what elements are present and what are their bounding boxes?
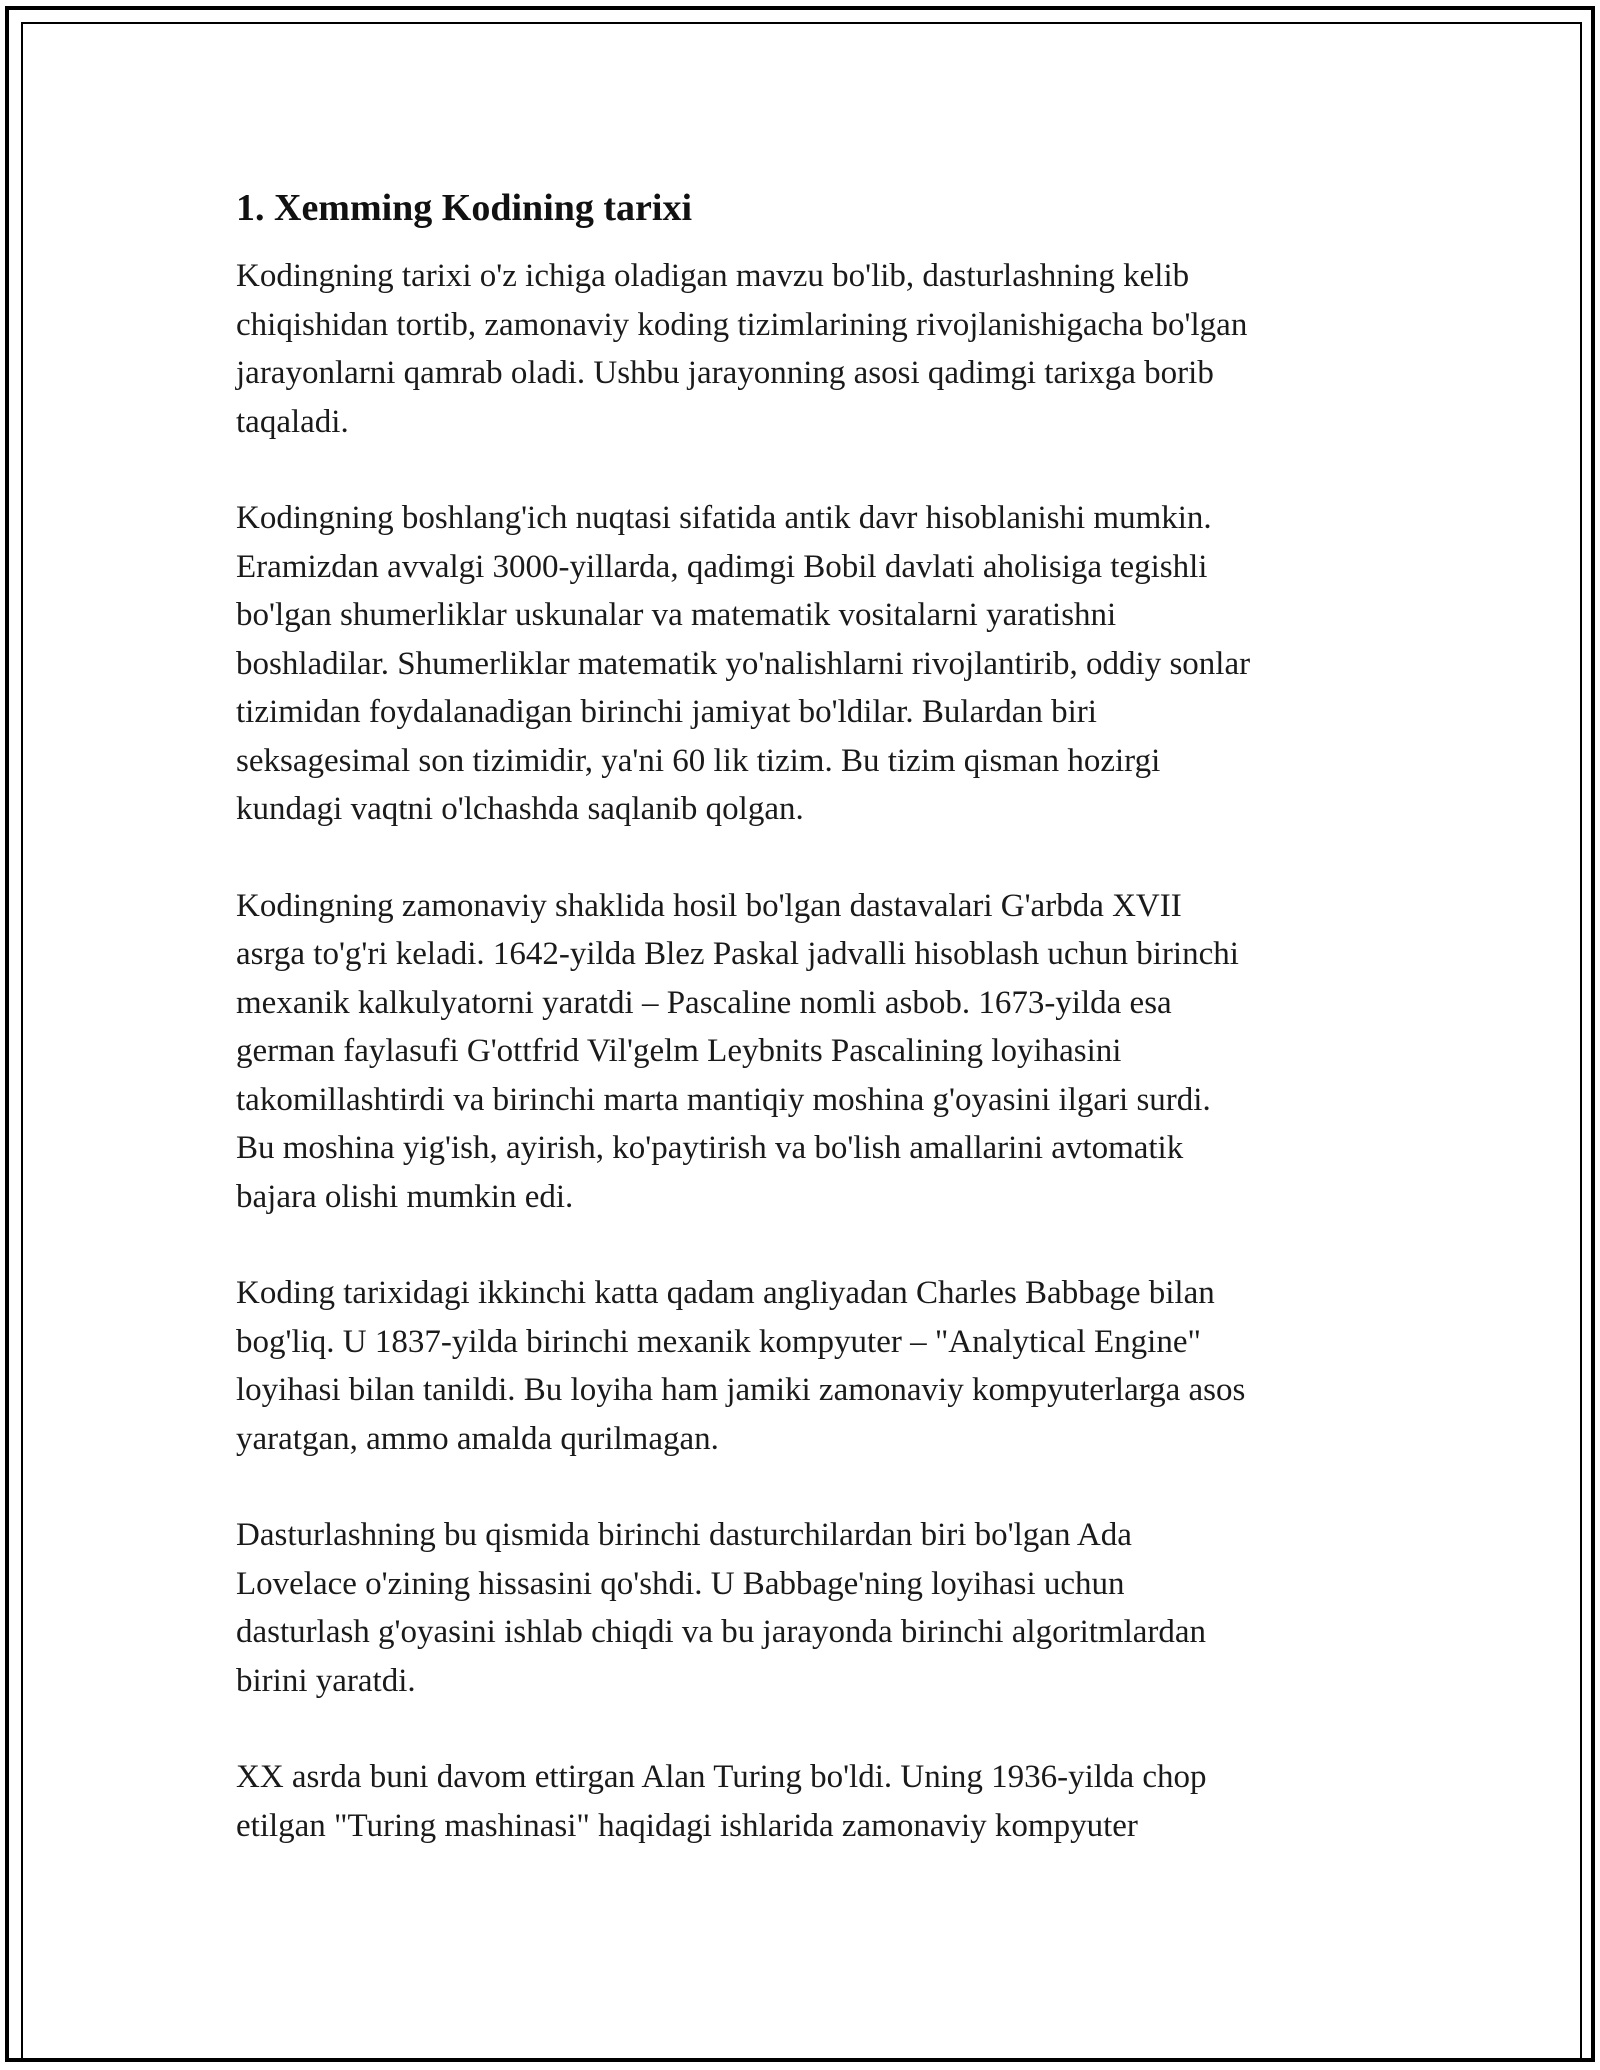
text-line: chiqishidan tortib, zamonaviy koding tizimlarining rivojlanishigacha bo'lgan	[236, 306, 1248, 343]
paragraph-2	[236, 494, 1386, 834]
text-line: tizimidan foydalanadigan birinchi jamiyat bo'ldilar. Bulardan biri	[236, 694, 1097, 730]
document-title: 1. Xemming Kodining tarixi	[236, 187, 693, 229]
text-line: Bu moshina yig'ish, ayirish, ko'paytirish va bo'lish amallarini avtomatik	[236, 1130, 1184, 1166]
paragraph-4	[236, 1269, 1386, 1463]
text-line: XX asrda buni davom ettirgan Alan Turing bo'ldi. Uning 1936-yilda chop	[236, 1759, 1207, 1795]
text-line: Kodingning boshlang'ich nuqtasi sifatida antik davr hisoblanishi mumkin.	[236, 500, 1212, 536]
text-line: birini yaratdi.	[236, 1662, 416, 1699]
text-line: bog'liq. U 1837-yilda birinchi mexanik kompyuter – "Analytical Engine"	[236, 1323, 1201, 1360]
text-line: german faylasufi G'ottfrid Vil'gelm Leybnits Pascalining loyihasini	[236, 1033, 1122, 1069]
paragraph-1	[236, 252, 1386, 446]
text-line: etilgan "Turing mashinasi" haqidagi ishlarida zamonaviy kompyuter	[236, 1807, 1138, 1844]
paragraph-6	[236, 1753, 1386, 1850]
text-line: takomillashtirdi va birinchi marta mantiqiy moshina g'oyasini ilgari surdi.	[236, 1081, 1211, 1118]
text-line: taqaladi.	[236, 403, 349, 440]
text-line: asrga to'g'ri keladi. 1642-yilda Blez Paskal jadvalli hisoblash uchun birinchi	[236, 936, 1239, 972]
text-line: loyihasi bilan tanildi. Bu loyiha ham jamiki zamonaviy kompyuterlarga asos	[236, 1372, 1246, 1408]
text-line: mexanik kalkulyatorni yaratdi – Pascaline nomli asbob. 1673-yilda esa	[236, 984, 1172, 1021]
text-line: dasturlash g'oyasini ishlab chiqdi va bu jarayonda birinchi algoritmlardan	[236, 1614, 1207, 1650]
text-line: seksagesimal son tizimidir, ya'ni 60 lik tizim. Bu tizim qisman hozirgi	[236, 742, 1161, 779]
text-line: boshladilar. Shumerliklar matematik yo'nalishlarni rivojlantirib, oddiy sonlar	[236, 645, 1251, 682]
text-line: kundagi vaqtni o'lchashda saqlanib qolgan.	[236, 791, 804, 827]
text-line: Kodingning tarixi o'z ichiga oladigan mavzu bo'lib, dasturlashning kelib	[236, 258, 1190, 294]
text-line: jarayonlarni qamrab oladi. Ushbu jarayonning asosi qadimgi tarixga borib	[236, 355, 1214, 391]
text-line: Kodingning zamonaviy shaklida hosil bo'lgan dastavalari G'arbda XVII	[236, 887, 1182, 924]
paragraph-5	[236, 1511, 1386, 1705]
paragraph-3	[236, 882, 1386, 1222]
text-line: Koding tarixidagi ikkinchi katta qadam angliyadan Charles Babbage bilan	[236, 1275, 1215, 1311]
document-body	[236, 184, 1386, 1898]
text-line: Lovelace o'zining hissasini qo'shdi. U Babbage'ning loyihasi uchun	[236, 1565, 1125, 1602]
text-line: Dasturlashning bu qismida birinchi dasturchilardan biri bo'lgan Ada	[236, 1517, 1132, 1553]
text-line: bajara olishi mumkin edi.	[236, 1178, 574, 1215]
text-line: bo'lgan shumerliklar uskunalar va matematik vositalarni yaratishni	[236, 597, 1117, 633]
text-line: yaratgan, ammo amalda qurilmagan.	[236, 1420, 719, 1457]
text-line: Eramizdan avvalgi 3000-yillarda, qadimgi Bobil davlati aholisiga tegishli	[236, 548, 1208, 585]
